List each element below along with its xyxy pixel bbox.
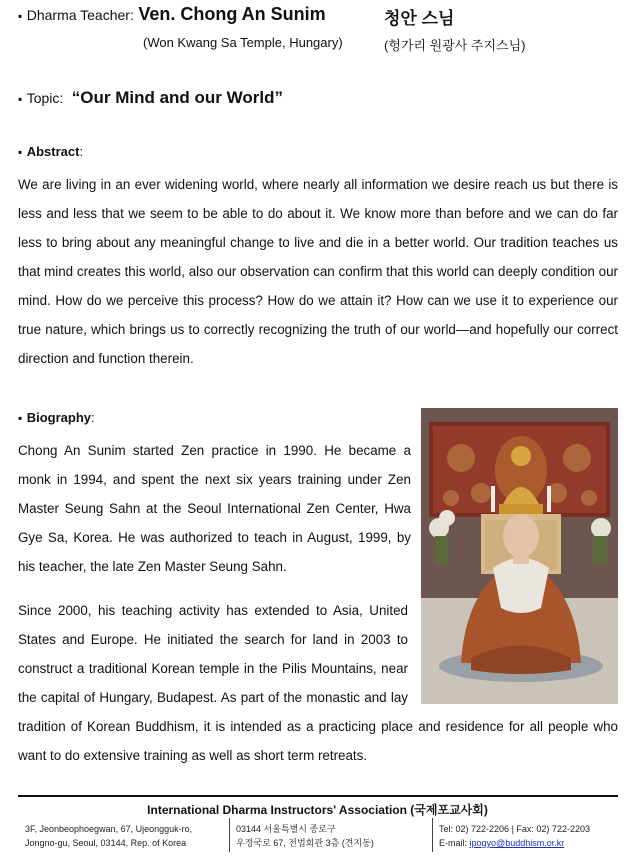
footer-address-kr-line2: 우정국로 67, 전법회관 3층 (견지동) [236, 838, 374, 848]
abstract-heading-colon: : [79, 144, 84, 159]
footer-contact [439, 822, 590, 850]
footer-email-label: E-mail: [439, 838, 468, 848]
temple-name: (Won Kwang Sa Temple, Hungary) [143, 35, 343, 50]
bullet-icon: ▪ [18, 145, 23, 159]
footer-org-name: International Dharma Instructors' Association [147, 803, 407, 817]
footer-separator-1 [229, 818, 230, 852]
teacher-name-korean: 청안 스님 [384, 9, 455, 28]
footer-address-en [25, 822, 192, 850]
bullet-icon: ▪ [18, 411, 23, 425]
footer-org [0, 801, 635, 818]
footer-address-kr [236, 822, 374, 850]
biography-paragraph-2-block [18, 596, 618, 770]
footer-org-korean: (국제포교사회) [410, 803, 488, 817]
bullet-icon: ▪ [18, 9, 23, 23]
topic-line [18, 88, 283, 108]
footer-phone-divider: | [511, 824, 517, 834]
temple-name-korean: (헝가리 원광사 주지스님) [384, 38, 526, 53]
footer-divider [18, 795, 618, 797]
photo-wrap-spacer [408, 596, 618, 706]
footer-address-en-line2: Jongno-gu, Seoul, 03144, Rep. of Korea [25, 838, 187, 848]
biography-heading-line [18, 409, 95, 427]
footer-fax: Fax: 02) 722-2203 [516, 824, 590, 834]
biography-paragraph-1-block [18, 436, 411, 581]
footer-tel: Tel: 02) 722-2206 [439, 824, 510, 834]
footer-address-en-line1: 3F, Jeonbeophoegwan, 67, Ujeongguk-ro, [25, 824, 193, 834]
abstract-heading: Abstract [26, 144, 80, 159]
teacher-line [18, 4, 326, 25]
footer-email-link[interactable]: ipogyo@buddhism.or.kr [469, 838, 565, 848]
abstract-heading-line [18, 143, 83, 161]
bullet-icon: ▪ [18, 92, 23, 106]
footer-email-line [439, 836, 590, 850]
footer-phone-line [439, 822, 590, 836]
abstract-text: We are living in an ever widening world, where nearly all information we desire reach us but there is less and less that we seem to be able to do about it. We know more than before and we can do far less to bring about any meaningful change to live and die in a better world. Our tradition teaches us that mind creates this world, also our observation can confirm that this world can deeply condition our mind. How do we perceive this process? How do we attain it? How can we use it to experience our true nature, which brings us to correctly recognizing the truth of our world—and hopefully our correct direction and function therein. [18, 177, 618, 366]
footer-separator-2 [432, 818, 433, 852]
footer-address-kr-line1: 03144 서울특별시 종로구 [236, 824, 336, 834]
topic-label: Topic: [26, 90, 64, 106]
teacher-label: Dharma Teacher: [26, 7, 134, 23]
biography-paragraph-2-text: Since 2000, his teaching activity has extended to Asia, United States and Europe. He initiated the search for land in 2003 to construct a traditional Korean temple in the Pilis Mountains, near the capital of Hungary, Budapest. As part of the monastic and lay tradition of Korean Buddhism, it is intended as a practicing place and residence for all people who want to do extensive training as well as short term retreats. [18, 603, 618, 763]
biography-paragraph-2 [18, 596, 618, 770]
topic-title: “Our Mind and our World” [71, 88, 283, 107]
biography-paragraph-1: Chong An Sunim started Zen practice in 1990. He became a monk in 1994, and spent the next six years training under Zen Master Seung Sahn at the Seoul International Zen Center, Hwa Gye Sa, Korea. He was authorized to teach in August, 1999, by his teacher, the late Zen Master Seung Sahn. [18, 443, 411, 574]
biography-heading: Biography [26, 410, 92, 425]
teacher-name: Ven. Chong An Sunim [138, 4, 326, 24]
biography-heading-colon: : [91, 410, 95, 425]
